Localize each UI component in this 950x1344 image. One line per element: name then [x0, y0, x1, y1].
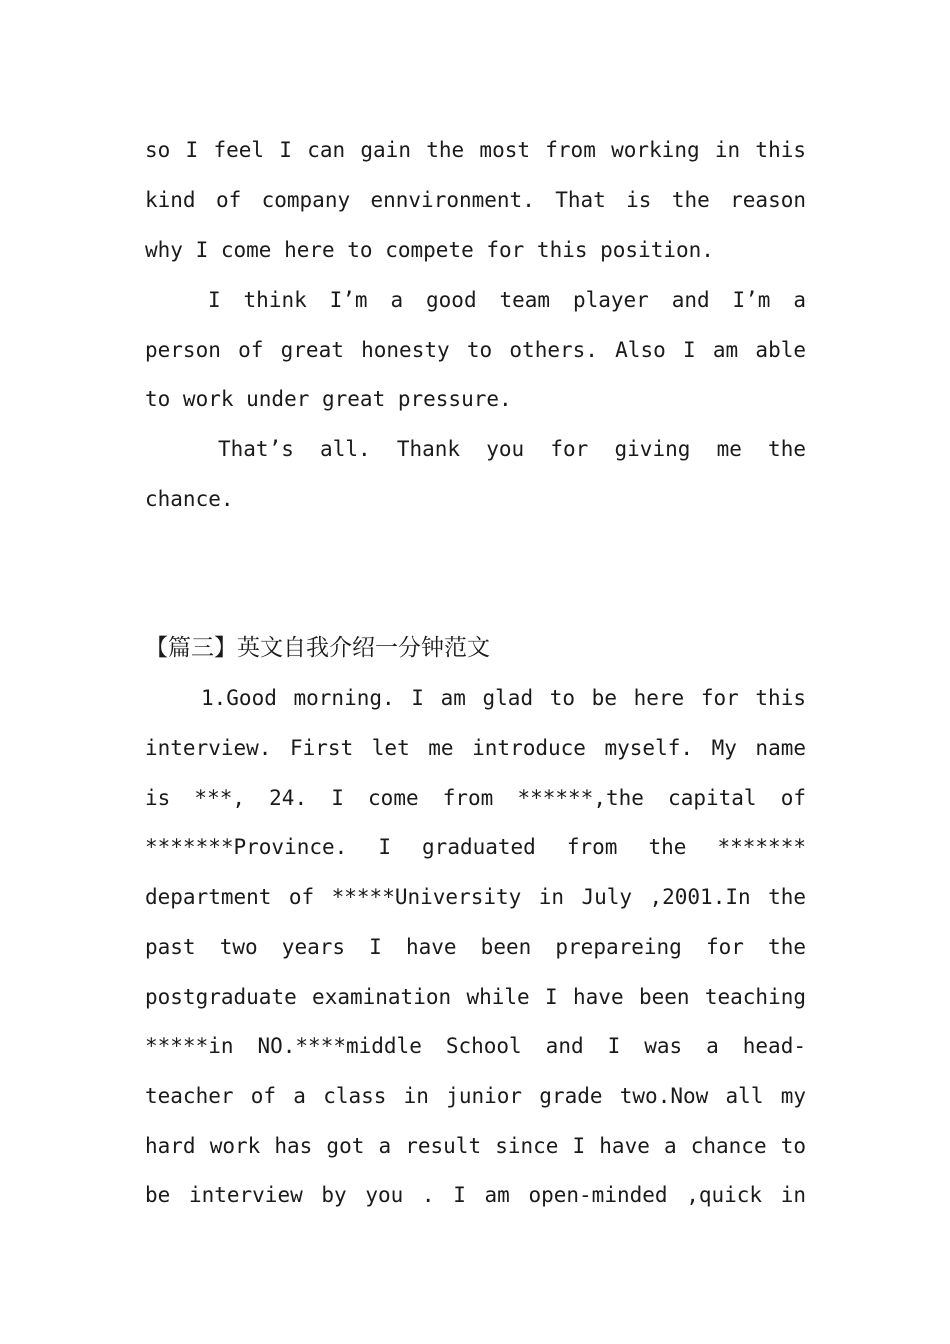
paragraph-2-line-1: I think I’m a good team player and I’m a [208, 288, 806, 312]
paragraph-2-line-3: to work under great pressure. [145, 387, 512, 411]
section-line-4: *******Province. I graduated from the ******* [145, 835, 806, 859]
section-line-3: is ***, 24. I come from ******,the capital of [145, 786, 806, 810]
paragraph-3-line-2: chance. [145, 487, 234, 511]
section-line-11: be interview by you . I am open-minded ,quick in [145, 1183, 806, 1207]
paragraph-2-line-2: person of great honesty to others. Also I am able [145, 338, 806, 362]
section-line-6: past two years I have been prepareing for the [145, 935, 806, 959]
paragraph-3-line-1: That’s all. Thank you for giving me the [218, 437, 806, 461]
paragraph-1-line-1: so I feel I can gain the most from working in this [145, 138, 806, 162]
section-line-1: 1.Good morning. I am glad to be here for this [201, 686, 806, 710]
paragraph-1-line-3: why I come here to compete for this position. [145, 238, 714, 262]
paragraph-1-line-2: kind of company ennvironment. That is the reason [145, 188, 806, 212]
section-line-10: hard work has got a result since I have a chance to [145, 1134, 806, 1158]
section-line-8: *****in NO.****middle School and I was a head- [145, 1034, 806, 1058]
section-line-2: interview. First let me introduce myself. My name [145, 736, 806, 760]
section-line-5: department of *****University in July ,2001.In the [145, 885, 806, 909]
section-line-7: postgraduate examination while I have been teaching [145, 985, 806, 1009]
section-heading: 【篇三】英文自我介绍一分钟范文 [145, 635, 490, 661]
section-line-9: teacher of a class in junior grade two.Now all my [145, 1084, 806, 1108]
